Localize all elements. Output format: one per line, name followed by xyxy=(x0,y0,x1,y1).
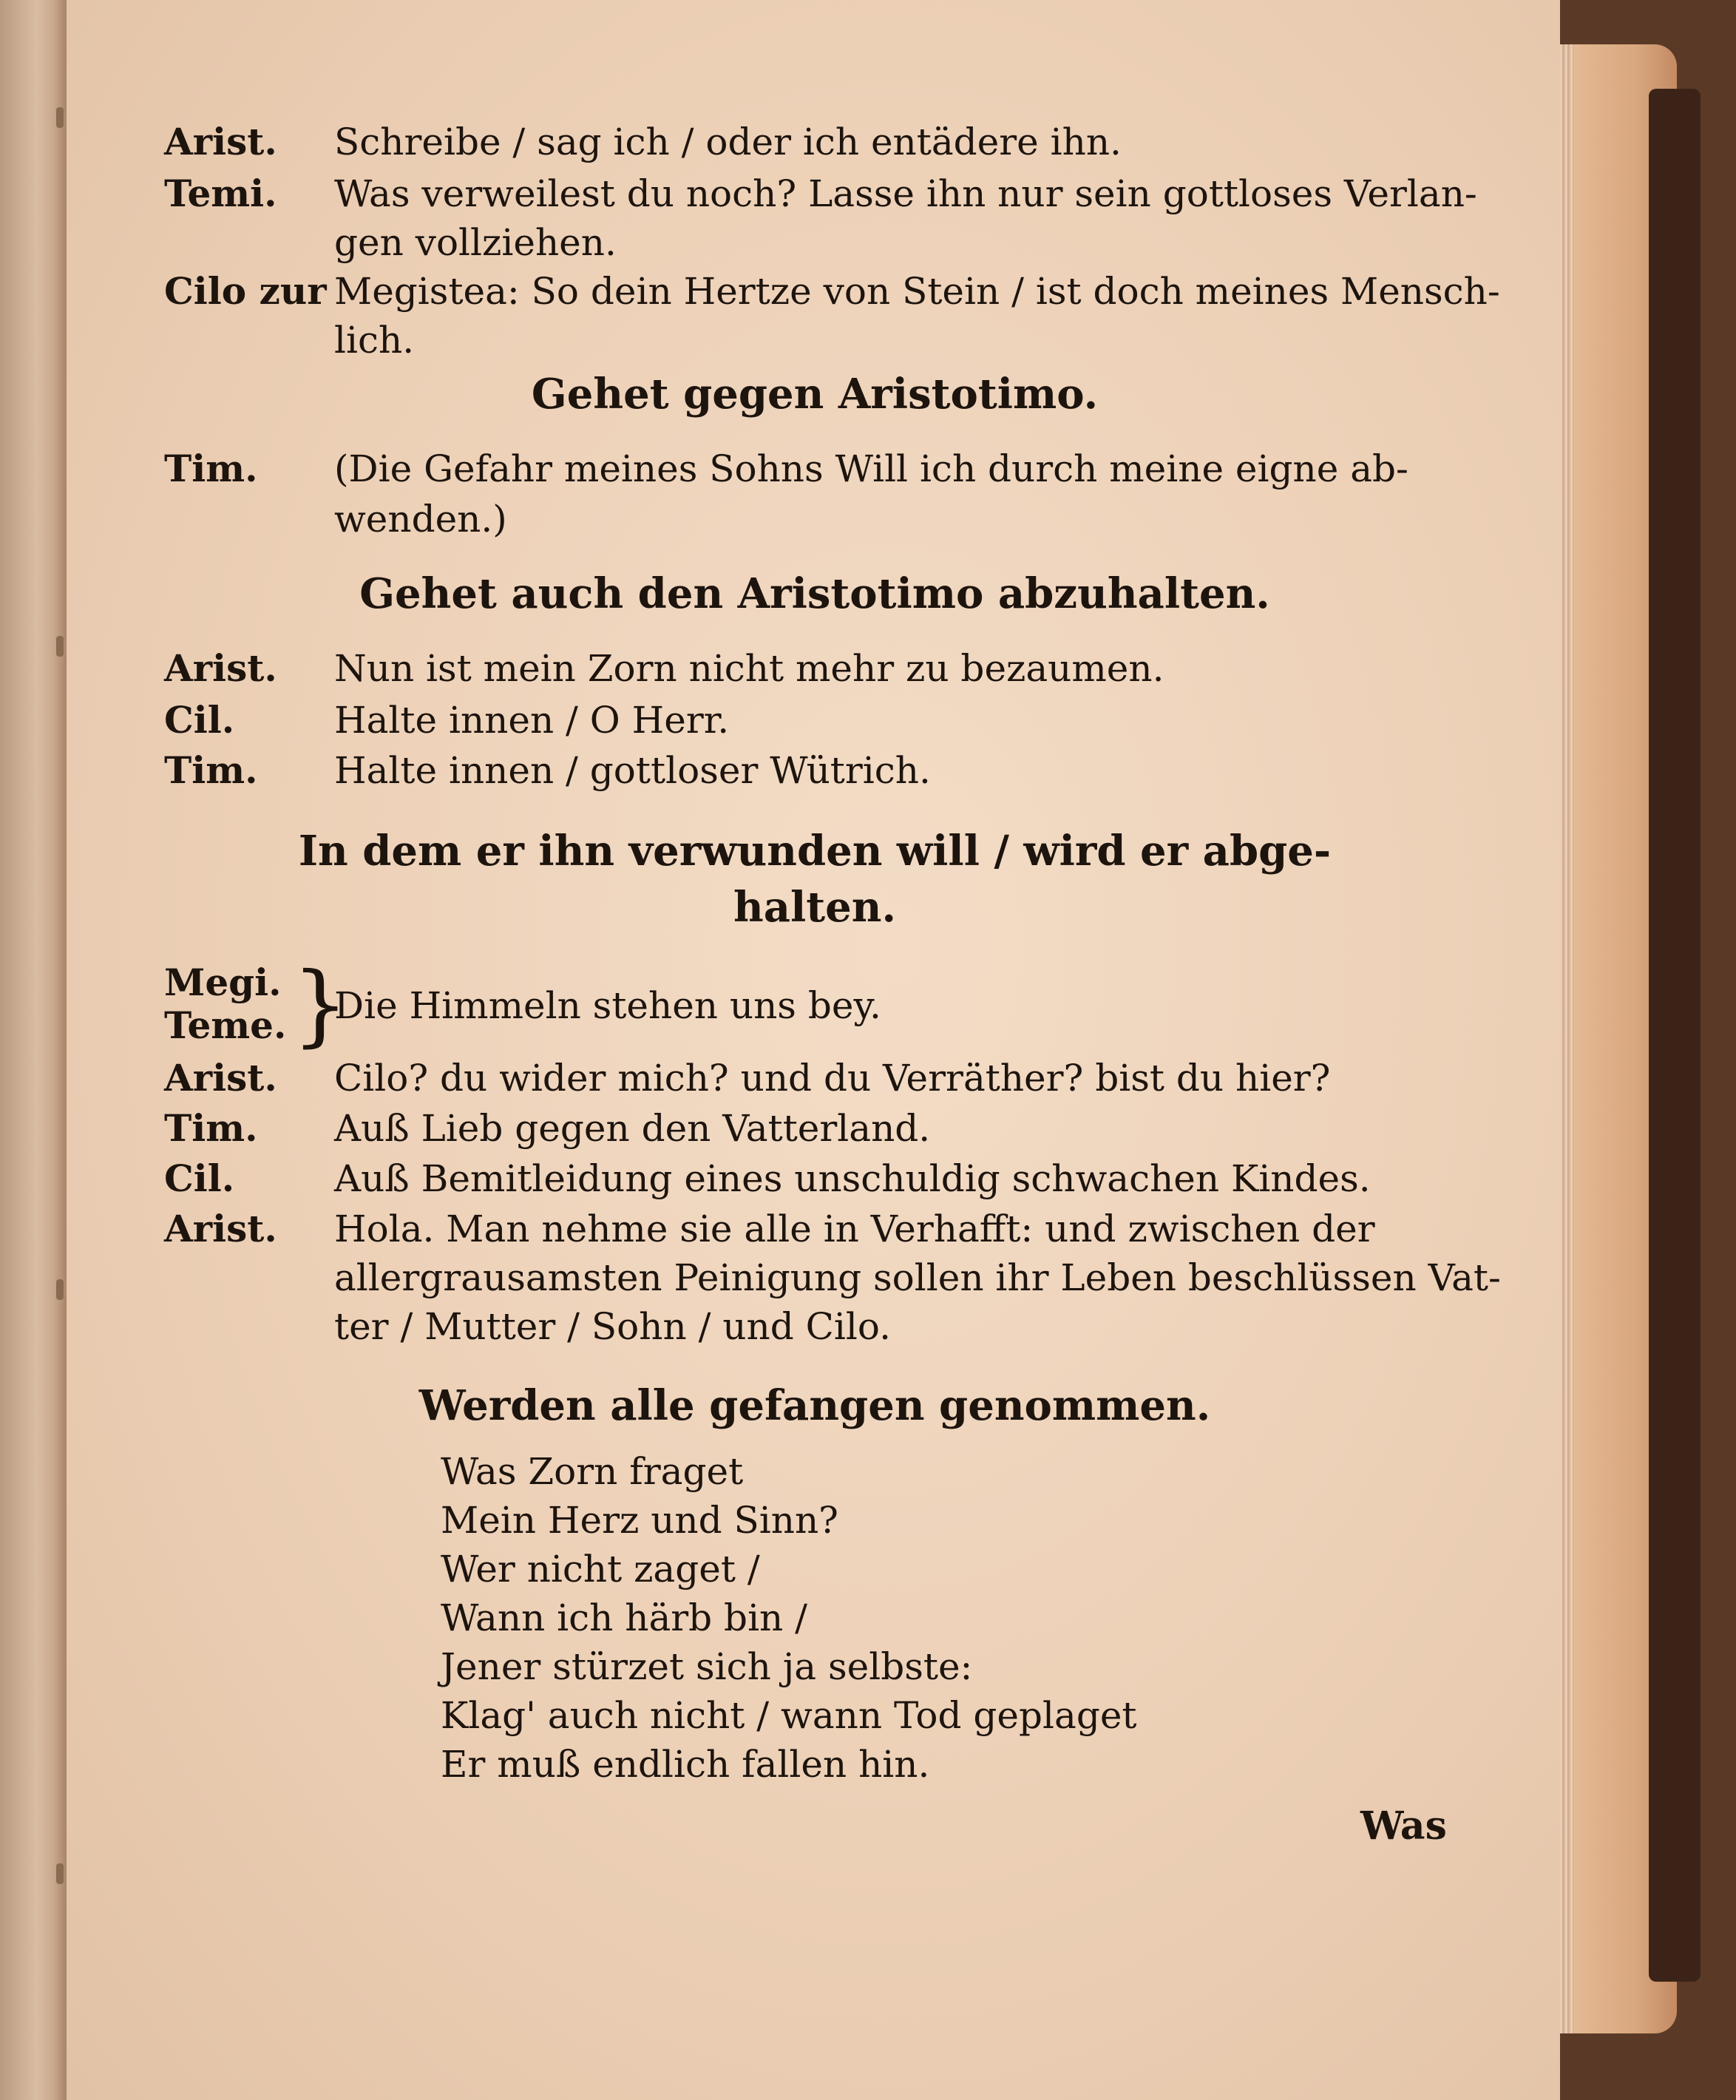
verse-line: Wann ich härb bin / xyxy=(441,1596,807,1639)
speech-text: Auß Bemitleidung eines unschuldig schwachen Kindes. xyxy=(334,1157,1371,1200)
catchword: Was xyxy=(1360,1803,1447,1849)
binding-stitch xyxy=(56,636,64,657)
book-gutter xyxy=(0,0,67,2100)
verse-line: Klag' auch nicht / wann Tod geplaget xyxy=(441,1694,1137,1737)
binding-stitch xyxy=(56,1863,64,1884)
speech-text: Halte innen / gottloser Wütrich. xyxy=(334,749,931,792)
binding-stitch xyxy=(56,1279,64,1300)
dialogue-line xyxy=(164,697,1465,744)
verse-line: Was Zorn fraget xyxy=(441,1450,744,1493)
speech-text: lich. xyxy=(334,319,415,362)
speech-text: Megistea: So dein Hertze von Stein / ist doch meines Mensch- xyxy=(334,270,1500,313)
speaker-name: Arist. xyxy=(164,646,277,690)
dialogue-line xyxy=(164,495,1465,543)
dialogue-line xyxy=(164,118,1465,166)
dialogue-line xyxy=(164,954,1465,1057)
dialogue-line xyxy=(164,268,1500,315)
speech-text: Hola. Man nehme sie alle in Verhafft: und zwischen der xyxy=(334,1208,1375,1250)
speaker-brace: } xyxy=(292,954,349,1057)
dialogue-line xyxy=(164,1205,1465,1253)
speaker-name: Teme. xyxy=(164,1003,287,1047)
speaker-name: Temi. xyxy=(164,172,277,215)
stage-direction: Werden alle gefangen genommen. xyxy=(418,1381,1211,1430)
verse-line: Er muß endlich fallen hin. xyxy=(441,1743,930,1786)
dialogue-line xyxy=(164,645,1465,692)
speaker-name: Arist. xyxy=(164,120,277,163)
speaker-name: Cil. xyxy=(164,1156,235,1200)
dialogue-line xyxy=(164,219,1465,266)
speaker-name: Cil. xyxy=(164,698,235,742)
speech-text: Nun ist mein Zorn nicht mehr zu bezaumen. xyxy=(334,647,1164,690)
speaker-name: Tim. xyxy=(164,1106,258,1150)
speech-text: (Die Gefahr meines Sohns Will ich durch meine eigne ab- xyxy=(334,447,1408,490)
dialogue-line xyxy=(164,445,1465,492)
speech-text: Die Himmeln stehen uns bey. xyxy=(334,984,881,1027)
speaker-name: Megi. xyxy=(164,961,282,1004)
speech-text: gen vollziehen. xyxy=(334,221,617,264)
speech-text: Cilo? du wider mich? und du Verräther? bist du hier? xyxy=(334,1057,1331,1100)
speech-text: Auß Lieb gegen den Vatterland. xyxy=(334,1107,931,1150)
book-spine-shadow xyxy=(1649,89,1701,1982)
stage-direction: In dem er ihn verwunden will / wird er abge- xyxy=(298,827,1332,875)
stage-direction: Gehet gegen Aristotimo. xyxy=(531,370,1099,419)
verse-line: Jener stürzet sich ja selbste: xyxy=(441,1645,973,1688)
dialogue-line xyxy=(164,1254,1501,1301)
page-edges xyxy=(1560,44,1573,2033)
speaker-name: Tim. xyxy=(164,447,258,490)
binding-stitch xyxy=(56,107,64,128)
speaker-name: Arist. xyxy=(164,1207,277,1250)
speaker-name: Arist. xyxy=(164,1056,277,1100)
dialogue-line xyxy=(164,1303,1465,1350)
speech-text: ter / Mutter / Sohn / und Cilo. xyxy=(334,1305,891,1348)
dialogue-line xyxy=(164,316,1465,364)
speaker-name: Cilo zur xyxy=(164,269,327,313)
speech-text: wenden.) xyxy=(334,498,507,541)
dialogue-line xyxy=(164,1105,1465,1152)
dialogue-line xyxy=(164,1054,1465,1102)
speech-text: Schreibe / sag ich / oder ich entädere ihn. xyxy=(334,121,1122,163)
speech-text: Was verweilest du noch? Lasse ihn nur sein gottloses Verlan- xyxy=(334,172,1477,215)
verse-line: Mein Herz und Sinn? xyxy=(441,1499,838,1542)
stage-direction: halten. xyxy=(733,883,896,932)
speech-text: allergrausamsten Peinigung sollen ihr Leben beschlüssen Vat- xyxy=(334,1256,1501,1299)
dialogue-line xyxy=(164,747,1465,794)
verse-line: Wer nicht zaget / xyxy=(441,1548,760,1591)
speech-text: Halte innen / O Herr. xyxy=(334,699,730,742)
dialogue-line xyxy=(164,170,1477,217)
speaker-name: Tim. xyxy=(164,748,258,792)
dialogue-line xyxy=(164,1155,1465,1202)
stage-direction: Gehet auch den Aristotimo abzuhalten. xyxy=(359,569,1270,618)
